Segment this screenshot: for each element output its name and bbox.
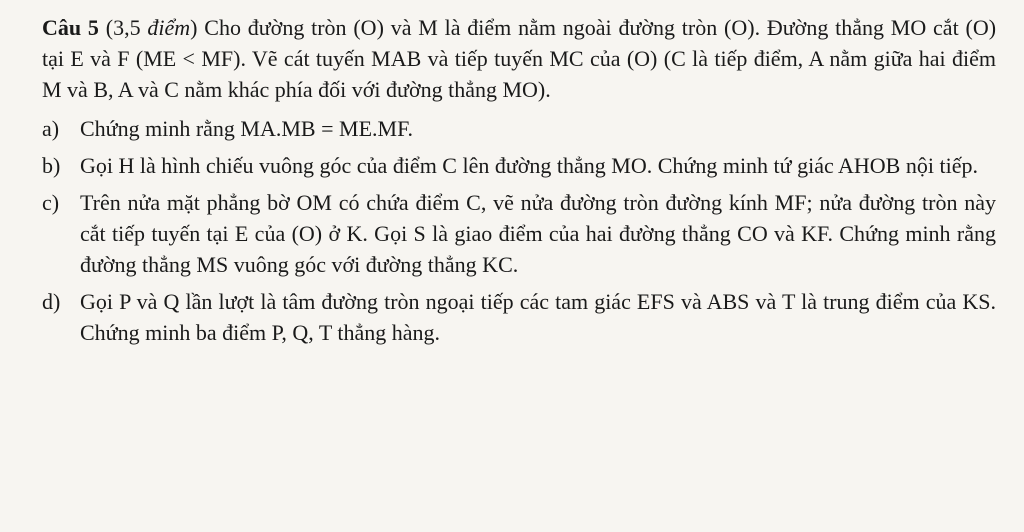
part-b-text: Gọi H là hình chiếu vuông góc của điểm C lên đường thẳng MO. Chứng minh tứ giác AHOB nội tiếp. (80, 153, 978, 178)
part-d-label: d) (42, 289, 61, 314)
problem-intro (42, 12, 996, 105)
part-b-label: b) (42, 153, 61, 178)
problem-score-unit: điểm (147, 15, 191, 40)
part-c-text: Trên nửa mặt phẳng bờ OM có chứa điểm C, vẽ nửa đường tròn đường kính MF; nửa đường tròn này cắt tiếp tuyến tại E của (O) ở K. Gọi S là giao điểm của hai đường thẳng CO và KF. Chứng minh rằng đường thẳng MS vuông góc với đường thẳng KC. (80, 190, 996, 277)
part-c-label: c) (42, 190, 60, 215)
part-c (42, 187, 996, 280)
part-b (42, 150, 996, 181)
problem-number: Câu 5 (42, 15, 99, 40)
problem-score-open: (3,5 (105, 15, 148, 40)
problem-score-close: ) (190, 15, 198, 40)
part-a-label: a) (42, 116, 60, 141)
part-d (42, 286, 996, 348)
part-a (42, 113, 996, 144)
problem-intro-text: Cho đường tròn (O) và M là điểm nằm ngoài đường tròn (O). Đường thẳng MO cắt (O) tại E và F (ME < MF). Vẽ cát tuyến MAB và tiếp tuyến MC của (O) (C là tiếp điểm, A nằm giữa hai điểm M và B, A và C nằm khác phía đối với đường thẳng MO). (42, 15, 997, 102)
part-a-text: Chứng minh rằng MA.MB = ME.MF. (80, 116, 414, 141)
part-d-text: Gọi P và Q lần lượt là tâm đường tròn ngoại tiếp các tam giác EFS và ABS và T là trung điểm của KS. Chứng minh ba điểm P, Q, T thẳng hàng. (80, 289, 996, 345)
